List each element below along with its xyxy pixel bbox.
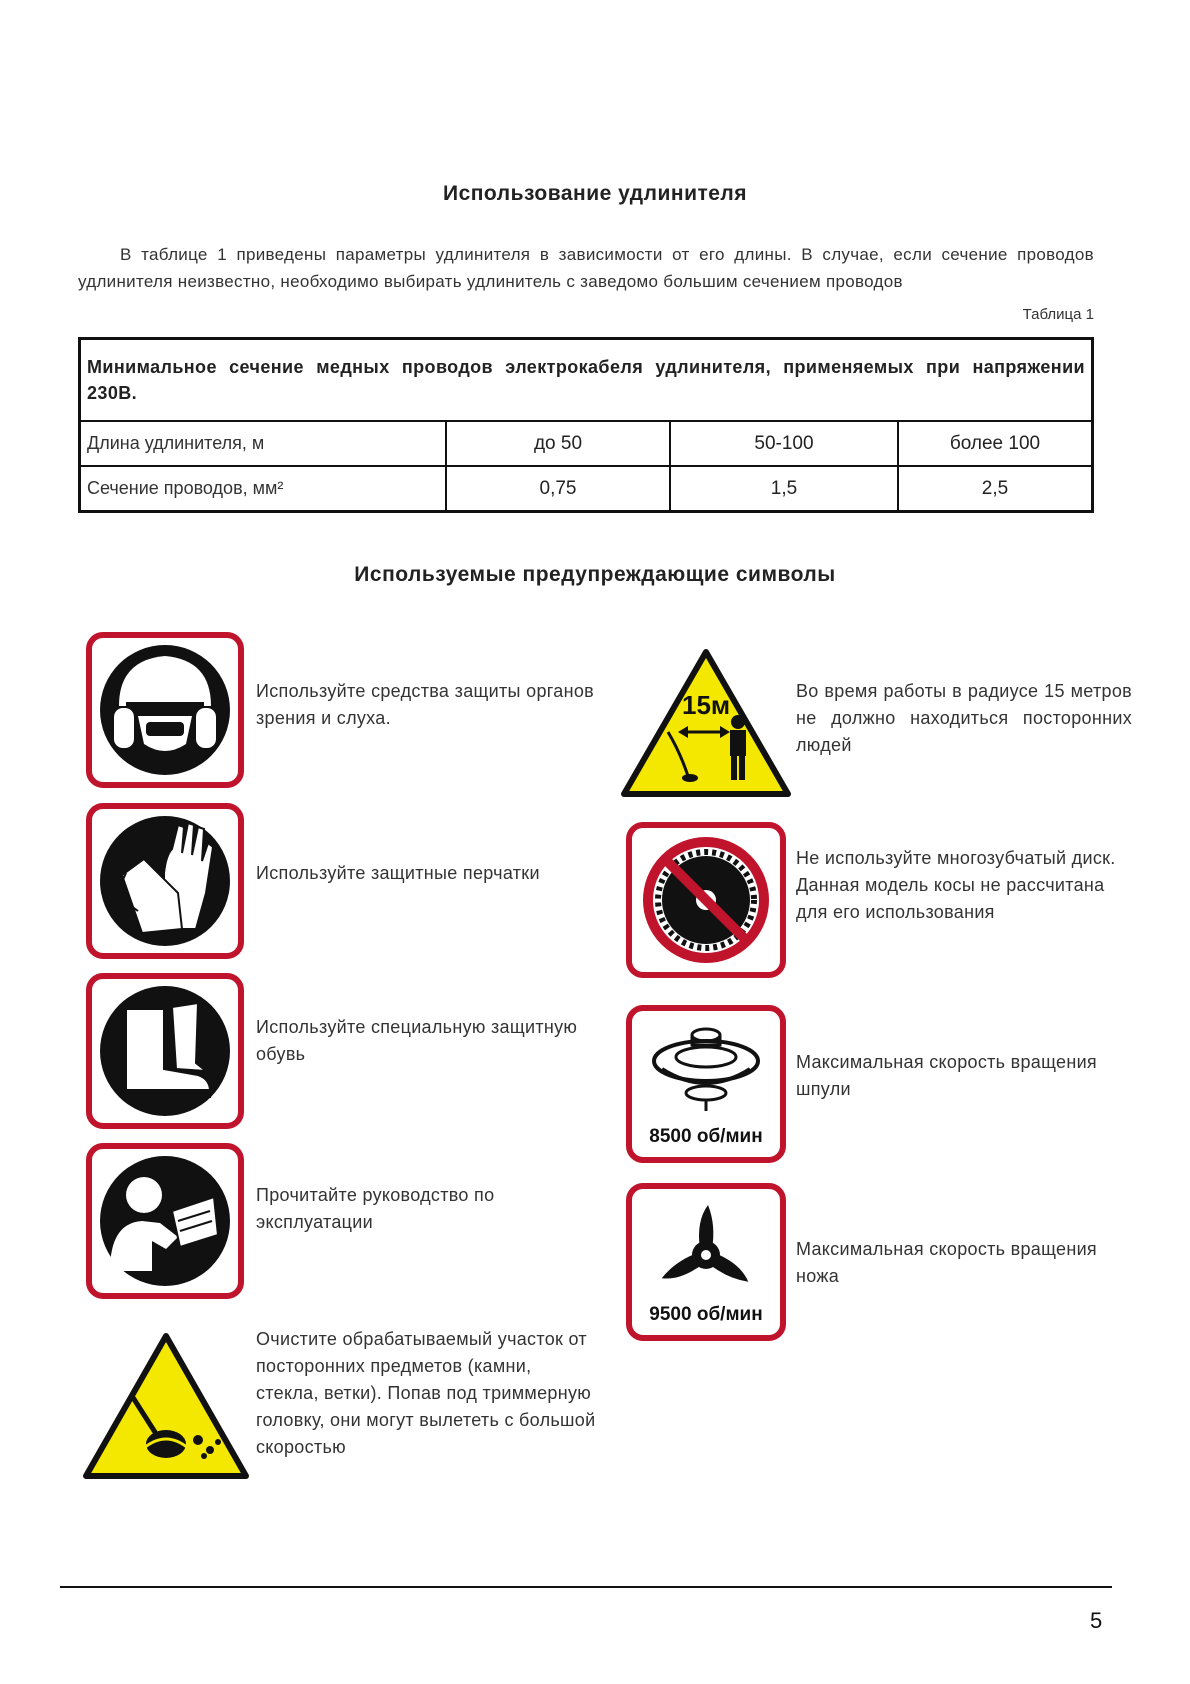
length-value-2: 50-100 — [670, 421, 898, 466]
table-row-section — [80, 466, 1093, 512]
symbol-distance-text: Во время работы в радиусе 15 метров не должно находиться посторонних людей — [796, 681, 1132, 755]
symbol-spool-text: Максимальная скорость вращения шпули — [796, 1052, 1097, 1099]
footer-rule — [60, 1586, 1112, 1588]
spool-speed-icon — [626, 1005, 786, 1163]
row-length-label: Длина удлинителя, м — [80, 421, 447, 466]
symbol-gloves-text: Используйте защитные перчатки — [256, 863, 540, 883]
extension-cable-table — [78, 337, 1094, 513]
blade-speed-label: 9500 об/мин — [649, 1304, 763, 1325]
flying-debris-warning-icon — [80, 1330, 252, 1482]
extension-heading: Использование удлинителя — [442, 182, 748, 205]
spool-speed-label: 8500 об/мин — [649, 1126, 763, 1147]
blade-speed-icon — [626, 1183, 786, 1341]
length-value-3: более 100 — [898, 421, 1093, 466]
symbol-eye-ear-text: Используйте средства защиты органов зрения и слуха. — [256, 681, 594, 728]
boots-icon — [86, 973, 244, 1129]
table-caption-row — [80, 339, 1093, 422]
row-section-label: Сечение проводов, мм² — [80, 466, 447, 512]
symbol-boots-text: Используйте специальную защитную обувь — [256, 1017, 578, 1064]
section-value-2: 1,5 — [670, 466, 898, 512]
symbols-heading: Используемые предупреждающие символы — [354, 563, 836, 586]
symbol-debris-text: Очистите обрабатываемый участок от посторонних предметов (камни, стекла, ветки). Попав под триммерную головку, они могут вылететь с большой скоростью — [256, 1329, 596, 1457]
extension-intro-text: В таблице 1 приведены параметры удлинителя в зависимости от его длины. В случае, если сечение проводов удлинителя неизвестно, необходимо выбирать удлинитель с заведомо большим сечением проводов — [78, 245, 1094, 291]
distance-label: 15м — [682, 690, 731, 720]
symbol-blade-text: Максимальная скорость вращения ножа — [796, 1239, 1097, 1286]
distance-15m-warning-icon — [618, 646, 794, 800]
symbol-manual-text: Прочитайте руководство по эксплуатации — [256, 1185, 495, 1232]
helmet-earmuffs-icon — [86, 632, 244, 788]
read-manual-icon — [86, 1143, 244, 1299]
table-caption: Минимальное сечение медных проводов электрокабеля удлинителя, применяемых при напряжении 230В. — [80, 339, 1093, 422]
symbol-disc-text: Не используйте многозубчатый диск. Данная модель косы не рассчитана для его использования — [796, 848, 1116, 922]
page-number: 5 — [1090, 1608, 1103, 1633]
gloves-icon — [86, 803, 244, 959]
no-toothed-disc-icon — [626, 822, 786, 978]
table-row-length — [80, 421, 1093, 466]
length-value-1: до 50 — [446, 421, 670, 466]
section-value-1: 0,75 — [446, 466, 670, 512]
table-label: Таблица 1 — [1022, 306, 1094, 323]
section-value-3: 2,5 — [898, 466, 1093, 512]
